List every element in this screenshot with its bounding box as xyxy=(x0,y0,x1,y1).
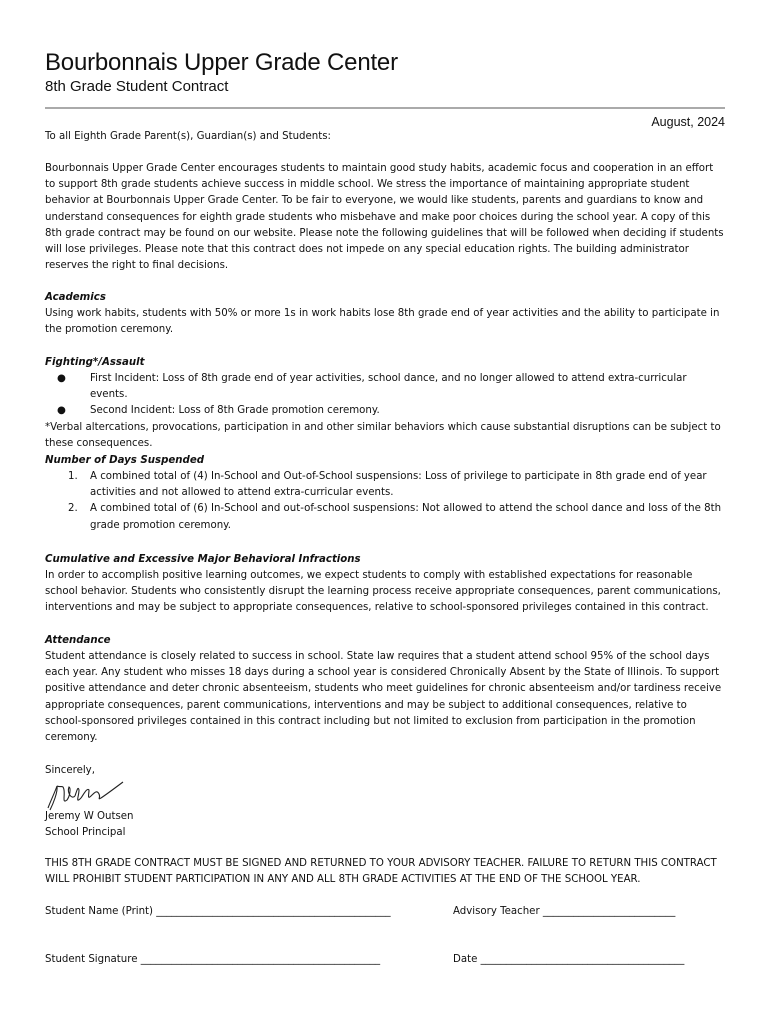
header-divider xyxy=(45,107,725,109)
list-item xyxy=(45,469,725,501)
student-signature-field[interactable]: Student Signature _______________________________________________ xyxy=(45,954,381,965)
student-name-field[interactable]: Student Name (Print) ______________________________________________ xyxy=(45,906,391,917)
list-item xyxy=(45,371,725,403)
attendance-section xyxy=(45,633,725,746)
document-title: Bourbonnais Upper Grade Center xyxy=(45,49,398,76)
suspended-heading: Number of Days Suspended xyxy=(45,455,205,466)
academics-section xyxy=(45,290,725,338)
list-item xyxy=(45,501,725,533)
list-number: 2. xyxy=(68,503,78,515)
fighting-section xyxy=(45,355,725,452)
suspended-section xyxy=(45,453,725,534)
cumulative-heading: Cumulative and Excessive Major Behavioral Infractions xyxy=(45,554,361,565)
sincerely-text: Sincerely, xyxy=(45,765,95,776)
principal-role: School Principal xyxy=(45,827,126,838)
cumulative-section xyxy=(45,552,725,617)
attendance-heading: Attendance xyxy=(45,635,111,646)
intro-paragraph: Bourbonnais Upper Grade Center encourages students to maintain good study habits, academic focus and cooperation in an effort to support 8th grade students achieve success in middle school. We stress the importance of maintaining appropriate student behavior at Bourbonnais Upper Grade Center. To be fair to everyone, we would like students, parents and guardians to know and understand consequences for eighth grade students who misbehave and make poor choices during the school year. A copy of this 8th grade contract may be found on our website. Please note the following guidelines that will be followed when deciding if students will lose privileges. Please note that this contract does not impede on any special education rights. The building administrator reserves the right to final decisions. xyxy=(45,163,724,272)
document-subtitle: 8th Grade Student Contract xyxy=(45,78,229,95)
list-item-text: A combined total of (6) In-School and out-of-school suspensions: Not allowed to attend the school dance and loss of the 8th grade promotion ceremony. xyxy=(90,503,722,531)
list-item xyxy=(45,403,725,419)
list-item-text: Second Incident: Loss of 8th Grade promotion ceremony. xyxy=(90,405,380,417)
attendance-body: Student attendance is closely related to success in school. State law requires that a student attend school 95% of the school days each year. Any student who misses 18 days during a school year is considered Chronically Absent by the State of Illinois. To support positive attendance and deter chronic absenteeism, students who meet guidelines for chronic absenteeism and/or tardiness receive appropriate consequences, parent communications, interventions and may be subject to additional consequences, relative to school-sponsored privileges contained in this contract including but not limited to exclusion from participation in the promotion ceremony. xyxy=(45,651,722,744)
fighting-note: *Verbal altercations, provocations, participation in and other similar behaviors which cause substantial disruptions can be subject to these consequences. xyxy=(45,421,721,449)
salutation: To all Eighth Grade Parent(s), Guardian(s) and Students: xyxy=(45,131,331,142)
academics-heading: Academics xyxy=(45,292,106,303)
academics-body: Using work habits, students with 50% or more 1s in work habits lose 8th grade end of year activities and the ability to participate in the promotion ceremony. xyxy=(45,308,720,336)
letter-date: August, 2024 xyxy=(651,115,725,129)
list-item-text: A combined total of (4) In-School and Out-of-School suspensions: Loss of privilege to participate in 8th grade end of year activities and not allowed to attend extra-curricular events. xyxy=(90,471,707,499)
fighting-heading: Fighting*/Assault xyxy=(45,357,145,368)
return-notice: THIS 8TH GRADE CONTRACT MUST BE SIGNED AND RETURNED TO YOUR ADVISORY TEACHER. FAILURE TO RETURN THIS CONTRACT WILL PROHIBIT STUDENT PARTICIPATION IN ANY AND ALL 8TH GRADE ACTIVITIES AT THE END OF THE SCHOOL YEAR. xyxy=(45,858,717,886)
suspended-list xyxy=(45,469,725,534)
list-number: 1. xyxy=(68,471,78,482)
bullet-icon: ● xyxy=(57,405,66,417)
cumulative-body: In order to accomplish positive learning outcomes, we expect students to comply with established expectations for reasonable school behavior. Students who consistently disrupt the learning process receive appropriate consequences, parent communications, interventions and may be subject to appropriate consequences, relative to school-sponsored privileges contained in this contract. xyxy=(45,570,721,614)
advisory-teacher-field[interactable]: Advisory Teacher __________________________ xyxy=(453,906,676,917)
bullet-icon: ● xyxy=(57,373,66,384)
date-field[interactable]: Date ________________________________________ xyxy=(453,954,685,965)
principal-signature xyxy=(45,778,127,812)
list-item-text: First Incident: Loss of 8th grade end of year activities, school dance, and no longer allowed to attend extra-curricular events. xyxy=(90,373,687,401)
principal-name: Jeremy W Outsen xyxy=(45,811,134,822)
fighting-list xyxy=(45,371,725,420)
